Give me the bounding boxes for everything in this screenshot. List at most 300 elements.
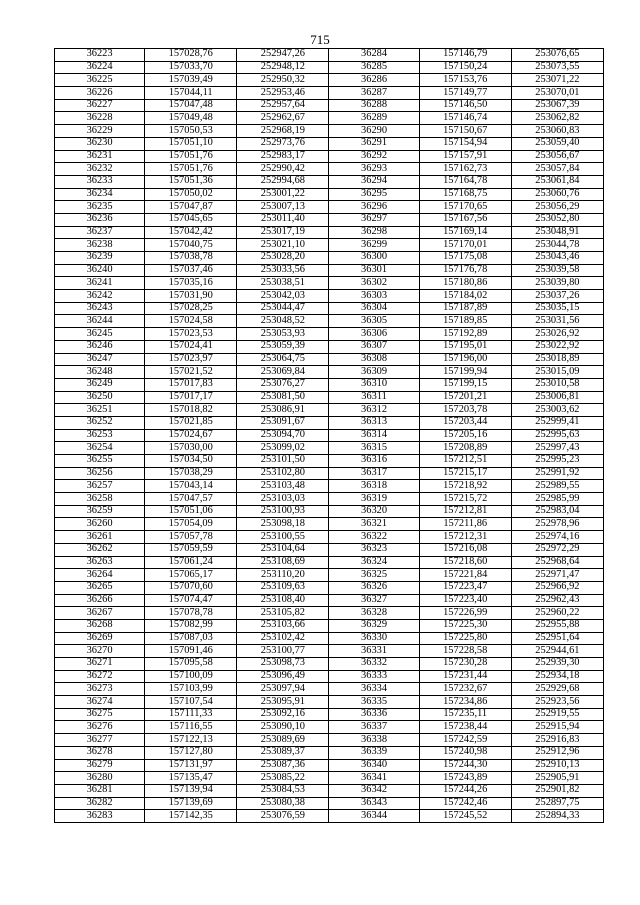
point-number-cell: 36338 <box>329 734 419 747</box>
point-number-cell: 36294 <box>329 175 419 188</box>
y-coordinate-cell: 253090,10 <box>237 721 329 734</box>
point-number-cell: 36267 <box>55 607 145 620</box>
x-coordinate-cell: 157021,52 <box>145 366 237 379</box>
point-number-cell: 36257 <box>55 480 145 493</box>
y-coordinate-cell: 252983,17 <box>237 150 329 163</box>
y-coordinate-cell: 253061,84 <box>511 175 603 188</box>
point-number-cell: 36327 <box>329 594 419 607</box>
point-number-cell: 36233 <box>55 175 145 188</box>
y-coordinate-cell: 253021,10 <box>237 239 329 252</box>
y-coordinate-cell: 253057,84 <box>511 163 603 176</box>
y-coordinate-cell: 253100,55 <box>237 531 329 544</box>
y-coordinate-cell: 253096,49 <box>237 670 329 683</box>
point-number-cell: 36282 <box>55 797 145 810</box>
point-number-cell: 36302 <box>329 277 419 290</box>
point-number-cell: 36255 <box>55 455 145 468</box>
y-coordinate-cell: 253092,16 <box>237 708 329 721</box>
table-row <box>55 340 604 353</box>
y-coordinate-cell: 253095,91 <box>237 696 329 709</box>
y-coordinate-cell: 252972,29 <box>511 543 603 556</box>
table-row <box>55 239 604 252</box>
point-number-cell: 36344 <box>329 810 419 823</box>
y-coordinate-cell: 252951,64 <box>511 632 603 645</box>
y-coordinate-cell: 253073,55 <box>511 61 603 74</box>
x-coordinate-cell: 157100,09 <box>145 670 237 683</box>
point-number-cell: 36329 <box>329 619 419 632</box>
x-coordinate-cell: 157201,21 <box>419 391 511 404</box>
x-coordinate-cell: 157244,26 <box>419 784 511 797</box>
point-number-cell: 36278 <box>55 746 145 759</box>
point-number-cell: 36259 <box>55 505 145 518</box>
point-number-cell: 36331 <box>329 645 419 658</box>
point-number-cell: 36288 <box>329 99 419 112</box>
x-coordinate-cell: 157221,84 <box>419 569 511 582</box>
point-number-cell: 36235 <box>55 201 145 214</box>
point-number-cell: 36243 <box>55 302 145 315</box>
x-coordinate-cell: 157087,03 <box>145 632 237 645</box>
table-row <box>55 581 604 594</box>
x-coordinate-cell: 157146,74 <box>419 112 511 125</box>
table-row <box>55 74 604 87</box>
y-coordinate-cell: 253011,40 <box>237 213 329 226</box>
table-row <box>55 277 604 290</box>
point-number-cell: 36277 <box>55 734 145 747</box>
x-coordinate-cell: 157218,92 <box>419 480 511 493</box>
x-coordinate-cell: 157226,99 <box>419 607 511 620</box>
point-number-cell: 36312 <box>329 404 419 417</box>
table-row <box>55 734 604 747</box>
point-number-cell: 36300 <box>329 252 419 265</box>
point-number-cell: 36322 <box>329 531 419 544</box>
point-number-cell: 36280 <box>55 772 145 785</box>
x-coordinate-cell: 157127,80 <box>145 746 237 759</box>
point-number-cell: 36275 <box>55 708 145 721</box>
x-coordinate-cell: 157028,76 <box>145 49 237 62</box>
x-coordinate-cell: 157059,59 <box>145 543 237 556</box>
point-number-cell: 36308 <box>329 353 419 366</box>
y-coordinate-cell: 253086,91 <box>237 404 329 417</box>
point-number-cell: 36276 <box>55 721 145 734</box>
x-coordinate-cell: 157028,25 <box>145 302 237 315</box>
y-coordinate-cell: 253102,80 <box>237 467 329 480</box>
x-coordinate-cell: 157146,50 <box>419 99 511 112</box>
table-row <box>55 353 604 366</box>
y-coordinate-cell: 253084,53 <box>237 784 329 797</box>
coordinates-table <box>54 48 604 823</box>
point-number-cell: 36339 <box>329 746 419 759</box>
x-coordinate-cell: 157051,10 <box>145 137 237 150</box>
point-number-cell: 36261 <box>55 531 145 544</box>
y-coordinate-cell: 253098,18 <box>237 518 329 531</box>
table-row <box>55 493 604 506</box>
table-row <box>55 137 604 150</box>
x-coordinate-cell: 157184,02 <box>419 290 511 303</box>
y-coordinate-cell: 253094,70 <box>237 429 329 442</box>
table-row <box>55 619 604 632</box>
point-number-cell: 36283 <box>55 810 145 823</box>
x-coordinate-cell: 157057,78 <box>145 531 237 544</box>
x-coordinate-cell: 157135,47 <box>145 772 237 785</box>
y-coordinate-cell: 253028,20 <box>237 252 329 265</box>
x-coordinate-cell: 157228,58 <box>419 645 511 658</box>
y-coordinate-cell: 252905,91 <box>511 772 603 785</box>
y-coordinate-cell: 253080,38 <box>237 797 329 810</box>
x-coordinate-cell: 157212,51 <box>419 455 511 468</box>
y-coordinate-cell: 253108,69 <box>237 556 329 569</box>
y-coordinate-cell: 253056,67 <box>511 150 603 163</box>
point-number-cell: 36295 <box>329 188 419 201</box>
table-row <box>55 188 604 201</box>
point-number-cell: 36265 <box>55 581 145 594</box>
y-coordinate-cell: 252947,26 <box>237 49 329 62</box>
y-coordinate-cell: 252999,41 <box>511 416 603 429</box>
point-number-cell: 36225 <box>55 74 145 87</box>
x-coordinate-cell: 157051,76 <box>145 163 237 176</box>
point-number-cell: 36328 <box>329 607 419 620</box>
y-coordinate-cell: 252978,96 <box>511 518 603 531</box>
x-coordinate-cell: 157044,11 <box>145 87 237 100</box>
y-coordinate-cell: 253026,92 <box>511 328 603 341</box>
y-coordinate-cell: 252955,88 <box>511 619 603 632</box>
x-coordinate-cell: 157192,89 <box>419 328 511 341</box>
table-row <box>55 112 604 125</box>
y-coordinate-cell: 253044,78 <box>511 239 603 252</box>
x-coordinate-cell: 157107,54 <box>145 696 237 709</box>
x-coordinate-cell: 157153,76 <box>419 74 511 87</box>
point-number-cell: 36340 <box>329 759 419 772</box>
coordinates-table-body <box>55 49 604 823</box>
point-number-cell: 36341 <box>329 772 419 785</box>
x-coordinate-cell: 157047,48 <box>145 99 237 112</box>
y-coordinate-cell: 252995,23 <box>511 455 603 468</box>
point-number-cell: 36290 <box>329 125 419 138</box>
x-coordinate-cell: 157225,30 <box>419 619 511 632</box>
point-number-cell: 36287 <box>329 87 419 100</box>
point-number-cell: 36335 <box>329 696 419 709</box>
y-coordinate-cell: 252901,82 <box>511 784 603 797</box>
y-coordinate-cell: 253102,42 <box>237 632 329 645</box>
y-coordinate-cell: 253089,37 <box>237 746 329 759</box>
table-row <box>55 632 604 645</box>
x-coordinate-cell: 157054,09 <box>145 518 237 531</box>
point-number-cell: 36279 <box>55 759 145 772</box>
x-coordinate-cell: 157230,28 <box>419 658 511 671</box>
table-row <box>55 696 604 709</box>
y-coordinate-cell: 253038,51 <box>237 277 329 290</box>
x-coordinate-cell: 157235,11 <box>419 708 511 721</box>
x-coordinate-cell: 157216,08 <box>419 543 511 556</box>
point-number-cell: 36336 <box>329 708 419 721</box>
point-number-cell: 36250 <box>55 391 145 404</box>
table-row <box>55 201 604 214</box>
y-coordinate-cell: 252962,67 <box>237 112 329 125</box>
point-number-cell: 36273 <box>55 683 145 696</box>
table-row <box>55 175 604 188</box>
table-row <box>55 467 604 480</box>
point-number-cell: 36332 <box>329 658 419 671</box>
x-coordinate-cell: 157095,58 <box>145 658 237 671</box>
y-coordinate-cell: 252957,64 <box>237 99 329 112</box>
point-number-cell: 36286 <box>329 74 419 87</box>
y-coordinate-cell: 253044,47 <box>237 302 329 315</box>
y-coordinate-cell: 252919,55 <box>511 708 603 721</box>
y-coordinate-cell: 253103,03 <box>237 493 329 506</box>
x-coordinate-cell: 157142,35 <box>145 810 237 823</box>
table-row <box>55 556 604 569</box>
x-coordinate-cell: 157162,73 <box>419 163 511 176</box>
y-coordinate-cell: 252944,61 <box>511 645 603 658</box>
x-coordinate-cell: 157023,97 <box>145 353 237 366</box>
table-row <box>55 569 604 582</box>
x-coordinate-cell: 157215,72 <box>419 493 511 506</box>
x-coordinate-cell: 157199,15 <box>419 378 511 391</box>
y-coordinate-cell: 252971,47 <box>511 569 603 582</box>
table-row <box>55 670 604 683</box>
y-coordinate-cell: 253099,02 <box>237 442 329 455</box>
y-coordinate-cell: 253070,01 <box>511 87 603 100</box>
y-coordinate-cell: 253067,39 <box>511 99 603 112</box>
x-coordinate-cell: 157139,94 <box>145 784 237 797</box>
x-coordinate-cell: 157024,41 <box>145 340 237 353</box>
x-coordinate-cell: 157245,52 <box>419 810 511 823</box>
table-row <box>55 531 604 544</box>
x-coordinate-cell: 157203,44 <box>419 416 511 429</box>
x-coordinate-cell: 157031,90 <box>145 290 237 303</box>
y-coordinate-cell: 253022,92 <box>511 340 603 353</box>
point-number-cell: 36224 <box>55 61 145 74</box>
point-number-cell: 36318 <box>329 480 419 493</box>
x-coordinate-cell: 157042,42 <box>145 226 237 239</box>
point-number-cell: 36238 <box>55 239 145 252</box>
point-number-cell: 36252 <box>55 416 145 429</box>
point-number-cell: 36254 <box>55 442 145 455</box>
x-coordinate-cell: 157139,69 <box>145 797 237 810</box>
table-row <box>55 759 604 772</box>
y-coordinate-cell: 253076,59 <box>237 810 329 823</box>
table-row <box>55 772 604 785</box>
table-row <box>55 721 604 734</box>
point-number-cell: 36315 <box>329 442 419 455</box>
point-number-cell: 36306 <box>329 328 419 341</box>
y-coordinate-cell: 253056,29 <box>511 201 603 214</box>
point-number-cell: 36272 <box>55 670 145 683</box>
x-coordinate-cell: 157242,46 <box>419 797 511 810</box>
x-coordinate-cell: 157215,17 <box>419 467 511 480</box>
point-number-cell: 36236 <box>55 213 145 226</box>
x-coordinate-cell: 157043,14 <box>145 480 237 493</box>
x-coordinate-cell: 157211,86 <box>419 518 511 531</box>
point-number-cell: 36274 <box>55 696 145 709</box>
table-row <box>55 163 604 176</box>
x-coordinate-cell: 157021,85 <box>145 416 237 429</box>
x-coordinate-cell: 157205,16 <box>419 429 511 442</box>
point-number-cell: 36258 <box>55 493 145 506</box>
point-number-cell: 36227 <box>55 99 145 112</box>
x-coordinate-cell: 157167,56 <box>419 213 511 226</box>
y-coordinate-cell: 252950,32 <box>237 74 329 87</box>
y-coordinate-cell: 252995,63 <box>511 429 603 442</box>
point-number-cell: 36289 <box>329 112 419 125</box>
x-coordinate-cell: 157061,24 <box>145 556 237 569</box>
point-number-cell: 36223 <box>55 49 145 62</box>
x-coordinate-cell: 157116,55 <box>145 721 237 734</box>
y-coordinate-cell: 253031,56 <box>511 315 603 328</box>
x-coordinate-cell: 157196,00 <box>419 353 511 366</box>
y-coordinate-cell: 253101,50 <box>237 455 329 468</box>
point-number-cell: 36303 <box>329 290 419 303</box>
table-row <box>55 797 604 810</box>
point-number-cell: 36333 <box>329 670 419 683</box>
y-coordinate-cell: 253048,52 <box>237 315 329 328</box>
y-coordinate-cell: 253089,69 <box>237 734 329 747</box>
table-row <box>55 784 604 797</box>
y-coordinate-cell: 253103,48 <box>237 480 329 493</box>
y-coordinate-cell: 252912,96 <box>511 746 603 759</box>
y-coordinate-cell: 253087,36 <box>237 759 329 772</box>
y-coordinate-cell: 253042,03 <box>237 290 329 303</box>
table-row <box>55 708 604 721</box>
x-coordinate-cell: 157030,00 <box>145 442 237 455</box>
x-coordinate-cell: 157157,91 <box>419 150 511 163</box>
x-coordinate-cell: 157038,29 <box>145 467 237 480</box>
x-coordinate-cell: 157175,08 <box>419 252 511 265</box>
x-coordinate-cell: 157091,46 <box>145 645 237 658</box>
y-coordinate-cell: 252916,83 <box>511 734 603 747</box>
x-coordinate-cell: 157231,44 <box>419 670 511 683</box>
x-coordinate-cell: 157189,85 <box>419 315 511 328</box>
x-coordinate-cell: 157122,13 <box>145 734 237 747</box>
table-row <box>55 416 604 429</box>
y-coordinate-cell: 252962,43 <box>511 594 603 607</box>
y-coordinate-cell: 252968,64 <box>511 556 603 569</box>
y-coordinate-cell: 253060,76 <box>511 188 603 201</box>
point-number-cell: 36246 <box>55 340 145 353</box>
point-number-cell: 36262 <box>55 543 145 556</box>
y-coordinate-cell: 253098,73 <box>237 658 329 671</box>
y-coordinate-cell: 253103,66 <box>237 619 329 632</box>
y-coordinate-cell: 253048,91 <box>511 226 603 239</box>
table-row <box>55 99 604 112</box>
table-row <box>55 290 604 303</box>
x-coordinate-cell: 157045,65 <box>145 213 237 226</box>
point-number-cell: 36325 <box>329 569 419 582</box>
table-row <box>55 810 604 823</box>
point-number-cell: 36239 <box>55 252 145 265</box>
x-coordinate-cell: 157034,50 <box>145 455 237 468</box>
point-number-cell: 36317 <box>329 467 419 480</box>
y-coordinate-cell: 252989,55 <box>511 480 603 493</box>
point-number-cell: 36256 <box>55 467 145 480</box>
x-coordinate-cell: 157050,02 <box>145 188 237 201</box>
y-coordinate-cell: 252897,75 <box>511 797 603 810</box>
table-row <box>55 607 604 620</box>
y-coordinate-cell: 252968,19 <box>237 125 329 138</box>
y-coordinate-cell: 253109,63 <box>237 581 329 594</box>
x-coordinate-cell: 157170,65 <box>419 201 511 214</box>
point-number-cell: 36342 <box>329 784 419 797</box>
x-coordinate-cell: 157017,83 <box>145 378 237 391</box>
point-number-cell: 36249 <box>55 378 145 391</box>
table-row <box>55 683 604 696</box>
x-coordinate-cell: 157176,78 <box>419 264 511 277</box>
x-coordinate-cell: 157150,24 <box>419 61 511 74</box>
y-coordinate-cell: 253017,19 <box>237 226 329 239</box>
y-coordinate-cell: 253104,64 <box>237 543 329 556</box>
point-number-cell: 36324 <box>329 556 419 569</box>
point-number-cell: 36228 <box>55 112 145 125</box>
x-coordinate-cell: 157082,99 <box>145 619 237 632</box>
x-coordinate-cell: 157244,30 <box>419 759 511 772</box>
x-coordinate-cell: 157017,17 <box>145 391 237 404</box>
x-coordinate-cell: 157051,36 <box>145 175 237 188</box>
y-coordinate-cell: 253033,56 <box>237 264 329 277</box>
point-number-cell: 36284 <box>329 49 419 62</box>
point-number-cell: 36304 <box>329 302 419 315</box>
point-number-cell: 36281 <box>55 784 145 797</box>
x-coordinate-cell: 157037,46 <box>145 264 237 277</box>
x-coordinate-cell: 157154,94 <box>419 137 511 150</box>
point-number-cell: 36268 <box>55 619 145 632</box>
table-row <box>55 658 604 671</box>
y-coordinate-cell: 253039,58 <box>511 264 603 277</box>
point-number-cell: 36266 <box>55 594 145 607</box>
y-coordinate-cell: 253097,94 <box>237 683 329 696</box>
x-coordinate-cell: 157223,40 <box>419 594 511 607</box>
x-coordinate-cell: 157078,78 <box>145 607 237 620</box>
x-coordinate-cell: 157024,67 <box>145 429 237 442</box>
x-coordinate-cell: 157023,53 <box>145 328 237 341</box>
y-coordinate-cell: 253100,93 <box>237 505 329 518</box>
table-row <box>55 404 604 417</box>
table-row <box>55 543 604 556</box>
y-coordinate-cell: 253069,84 <box>237 366 329 379</box>
table-row <box>55 226 604 239</box>
point-number-cell: 36237 <box>55 226 145 239</box>
x-coordinate-cell: 157238,44 <box>419 721 511 734</box>
x-coordinate-cell: 157146,79 <box>419 49 511 62</box>
x-coordinate-cell: 157150,67 <box>419 125 511 138</box>
y-coordinate-cell: 253003,62 <box>511 404 603 417</box>
point-number-cell: 36253 <box>55 429 145 442</box>
point-number-cell: 36270 <box>55 645 145 658</box>
table-row <box>55 125 604 138</box>
point-number-cell: 36296 <box>329 201 419 214</box>
table-row <box>55 264 604 277</box>
x-coordinate-cell: 157065,17 <box>145 569 237 582</box>
point-number-cell: 36232 <box>55 163 145 176</box>
y-coordinate-cell: 252915,94 <box>511 721 603 734</box>
point-number-cell: 36285 <box>329 61 419 74</box>
point-number-cell: 36264 <box>55 569 145 582</box>
y-coordinate-cell: 253100,77 <box>237 645 329 658</box>
point-number-cell: 36311 <box>329 391 419 404</box>
x-coordinate-cell: 157103,99 <box>145 683 237 696</box>
table-row <box>55 594 604 607</box>
point-number-cell: 36231 <box>55 150 145 163</box>
x-coordinate-cell: 157223,47 <box>419 581 511 594</box>
x-coordinate-cell: 157070,60 <box>145 581 237 594</box>
point-number-cell: 36242 <box>55 290 145 303</box>
x-coordinate-cell: 157232,67 <box>419 683 511 696</box>
x-coordinate-cell: 157170,01 <box>419 239 511 252</box>
x-coordinate-cell: 157164,78 <box>419 175 511 188</box>
point-number-cell: 36321 <box>329 518 419 531</box>
x-coordinate-cell: 157169,14 <box>419 226 511 239</box>
x-coordinate-cell: 157049,48 <box>145 112 237 125</box>
point-number-cell: 36229 <box>55 125 145 138</box>
table-row <box>55 213 604 226</box>
point-number-cell: 36240 <box>55 264 145 277</box>
